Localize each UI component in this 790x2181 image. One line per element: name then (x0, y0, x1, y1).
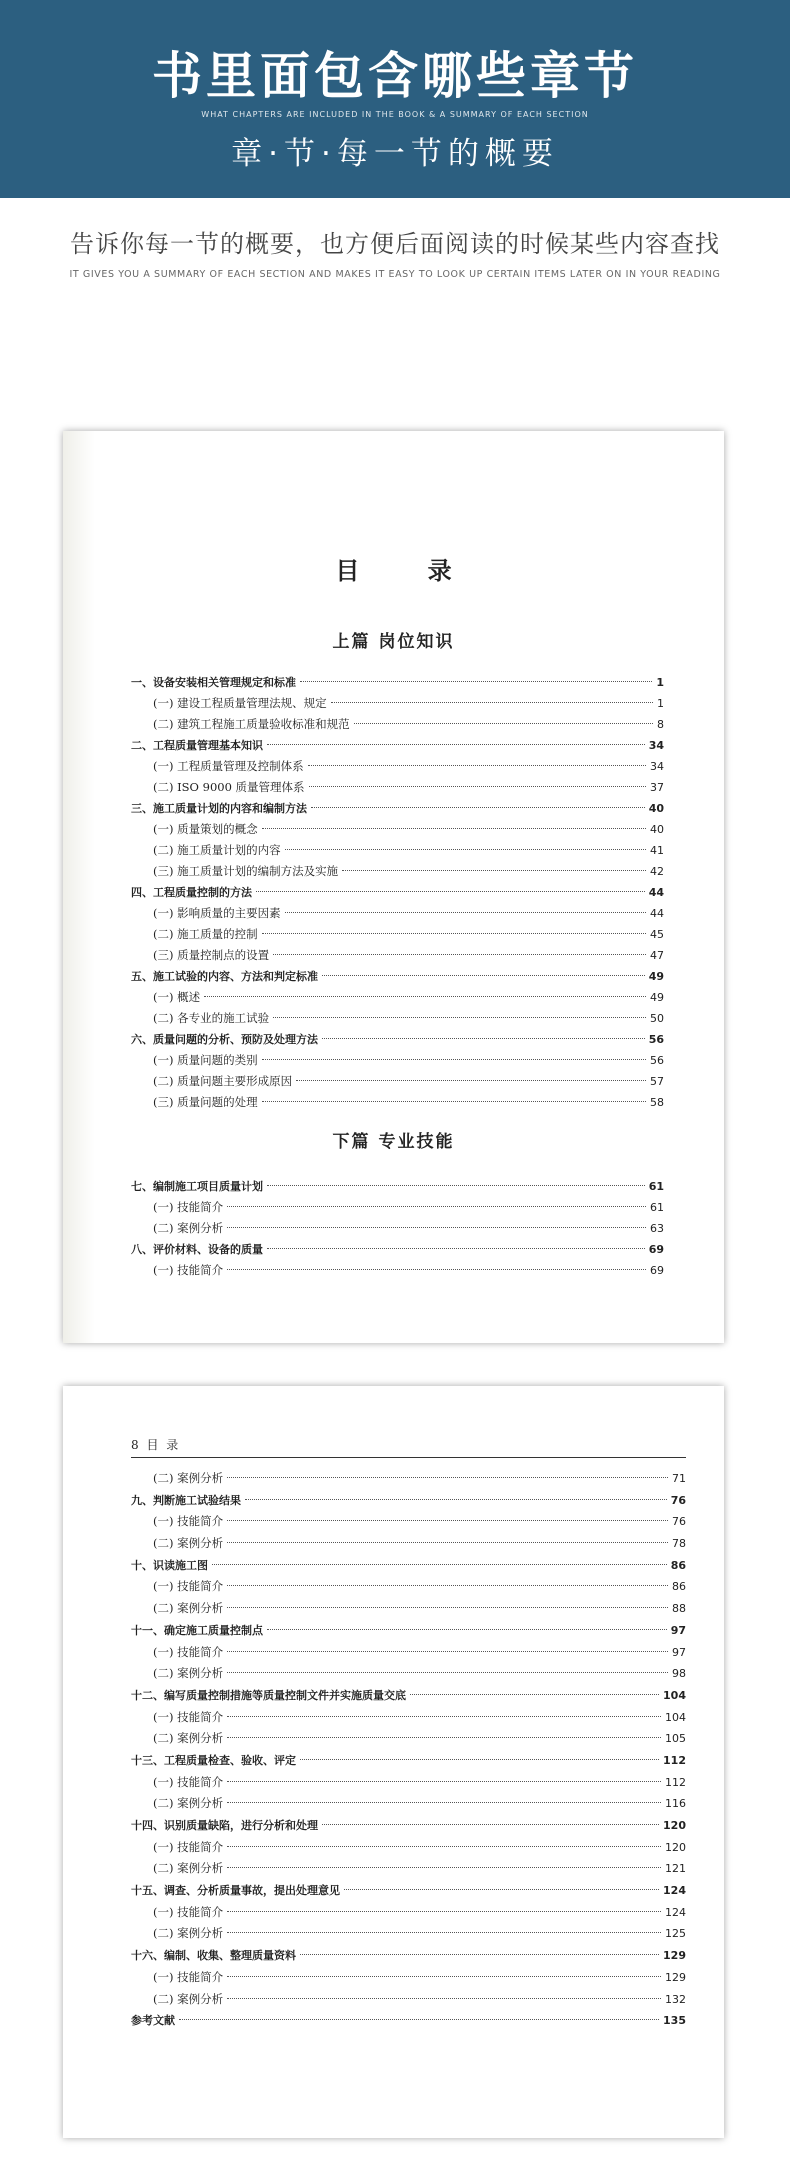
toc-entry (131, 1260, 664, 1281)
toc-entry-title: 九、判断施工试验结果 (131, 1493, 241, 1507)
toc-list-page-2 (131, 1468, 686, 2032)
dot-leader (227, 1781, 661, 1782)
toc-entry (131, 1533, 686, 1555)
toc-entry-page: 49 (650, 991, 664, 1004)
dot-leader (285, 849, 646, 850)
toc-entry-page: 86 (672, 1580, 686, 1594)
toc-entry-title: 十一、确定施工质量控制点 (131, 1623, 263, 1637)
toc-entry (131, 1642, 686, 1664)
banner-title: 书里面包含哪些章节 (152, 47, 638, 105)
dot-leader (267, 744, 645, 745)
dot-leader (262, 1101, 646, 1102)
toc-entry-title: 七、编制施工项目质量计划 (131, 1180, 263, 1193)
dot-leader (267, 1629, 667, 1630)
toc-entry-title: (一) 工程质量管理及控制体系 (153, 759, 304, 773)
toc-entry-title: 一、设备安装相关管理规定和标准 (131, 676, 296, 689)
toc-entry (131, 1858, 686, 1880)
dot-leader (322, 1824, 659, 1825)
toc-entry (131, 945, 664, 966)
dot-leader (354, 723, 653, 724)
toc-list-upper (131, 672, 664, 1113)
toc-entry-page: 34 (650, 760, 664, 773)
toc-entry (131, 1772, 686, 1794)
toc-entry (131, 1576, 686, 1598)
toc-entry (131, 903, 664, 924)
toc-entry (131, 1902, 686, 1924)
toc-entry (131, 1620, 686, 1642)
toc-entry-page: 40 (648, 802, 664, 815)
dot-leader (227, 1976, 661, 1977)
dot-leader (331, 702, 653, 703)
toc-entry-title: (三) 质量控制点的设置 (153, 948, 270, 962)
dot-leader (227, 1932, 661, 1933)
part-lower-title: 下篇 专业技能 (332, 1132, 455, 1152)
toc-entry (131, 1218, 664, 1239)
toc-entry-title: (三) 质量问题的处理 (153, 1095, 258, 1109)
toc-entry-page: 104 (663, 1688, 686, 1702)
dot-leader (342, 870, 646, 871)
dot-leader (344, 1889, 659, 1890)
toc-entry-title: (二) 案例分析 (153, 1991, 224, 2006)
toc-entry-page: 71 (672, 1472, 686, 1485)
toc-entry-page: 63 (650, 1222, 664, 1235)
toc-entry-page: 88 (672, 1602, 686, 1616)
dot-leader (227, 1227, 646, 1228)
toc-entry-page: 56 (650, 1054, 664, 1067)
dot-leader (227, 1998, 661, 1999)
toc-entry (131, 1967, 686, 1989)
toc-entry-page: 1 (657, 697, 664, 710)
intro-chinese: 告诉你每一节的概要，也方便后面阅读的时候某些内容查找 (70, 230, 720, 258)
toc-entry-title: (一) 技能简介 (153, 1839, 224, 1854)
toc-entry (131, 840, 664, 861)
toc-entry-page: 105 (665, 1732, 686, 1746)
toc-entry-page: 98 (672, 1667, 686, 1681)
dot-leader (227, 1585, 668, 1586)
toc-entry-title: (二) 施工质量计划的内容 (153, 843, 281, 857)
toc-entry (131, 987, 664, 1008)
dot-leader (256, 891, 645, 892)
toc-entry (131, 1490, 686, 1512)
dot-leader (245, 1499, 667, 1500)
toc-entry-title: (二) 案例分析 (153, 1796, 224, 1811)
dot-leader (267, 1248, 645, 1249)
toc-entry (131, 1793, 686, 1815)
toc-entry (131, 1685, 686, 1707)
toc-entry-page: 120 (663, 1819, 686, 1832)
toc-entry-page: 57 (650, 1075, 664, 1088)
toc-entry-page: 34 (648, 739, 664, 752)
toc-entry-page: 125 (665, 1927, 686, 1941)
toc-entry-title: (二) 案例分析 (153, 1471, 224, 1485)
toc-entry-page: 61 (650, 1201, 664, 1214)
toc-entry-page: 1 (656, 676, 664, 689)
toc-entry-page: 56 (648, 1033, 664, 1046)
dot-leader (296, 1080, 646, 1081)
toc-entry-title: 十二、编写质量控制措施等质量控制文件并实施质量交底 (131, 1688, 406, 1702)
toc-entry-page: 37 (650, 781, 664, 794)
toc-entry-page: 112 (665, 1775, 686, 1789)
toc-entry (131, 735, 664, 756)
dot-leader (410, 1694, 659, 1695)
dot-leader (262, 1059, 646, 1060)
toc-entry-title: 二、工程质量管理基本知识 (131, 739, 263, 752)
toc-entry (131, 777, 664, 798)
toc-entry-page: 112 (663, 1753, 686, 1767)
dot-leader (300, 1759, 659, 1760)
toc-entry-title: (三) 施工质量计划的编制方法及实施 (153, 864, 339, 878)
dot-leader (309, 786, 646, 787)
toc-entry-page: 58 (650, 1096, 664, 1109)
toc-entry (131, 1239, 664, 1260)
toc-entry (131, 1880, 686, 1902)
toc-entry (131, 1197, 664, 1218)
dot-leader (300, 1954, 659, 1955)
dot-leader (204, 996, 646, 997)
toc-entry-page: 116 (665, 1797, 686, 1811)
toc-entry-title: 十五、调查、分析质量事故，提出处理意见 (131, 1884, 340, 1898)
toc-entry (131, 861, 664, 882)
banner-english-subtitle: WHAT CHAPTERS ARE INCLUDED IN THE BOOK & A SUMMARY OF EACH SECTION (201, 110, 589, 119)
toc-entry (131, 1989, 686, 2011)
dot-leader (227, 1802, 661, 1803)
toc-entry-title: (二) 建筑工程施工质量验收标准和规范 (153, 717, 350, 731)
toc-entry-page: 69 (650, 1264, 664, 1277)
toc-entry (131, 756, 664, 777)
toc-entry-page: 135 (663, 2014, 686, 2028)
toc-entry (131, 1176, 664, 1197)
banner-subtitle: 章·节·每一节的概要 (231, 136, 559, 172)
dot-leader (227, 1846, 661, 1847)
toc-entry-title: 三、施工质量计划的内容和编制方法 (131, 802, 307, 815)
toc-entry-title: (二) 案例分析 (153, 1666, 224, 1681)
toc-entry-title: (二) 案例分析 (153, 1926, 224, 1941)
dot-leader (227, 1911, 661, 1912)
part-upper-title: 上篇 岗位知识 (332, 632, 455, 652)
toc-entry-page: 69 (648, 1243, 664, 1256)
toc-entry-title: (二) 案例分析 (153, 1861, 224, 1876)
toc-entry-page: 42 (650, 865, 664, 878)
toc-entry-page: 120 (665, 1840, 686, 1854)
toc-entry-page: 121 (665, 1862, 686, 1876)
toc-entry (131, 924, 664, 945)
toc-entry (131, 1071, 664, 1092)
toc-entry (131, 1092, 664, 1113)
toc-entry-page: 47 (650, 949, 664, 962)
toc-entry-page: 132 (665, 1992, 686, 2006)
toc-entry (131, 882, 664, 903)
toc-page-2 (63, 1386, 724, 2138)
toc-list-lower (131, 1176, 664, 1281)
toc-entry-page: 45 (650, 928, 664, 941)
toc-entry-page: 61 (648, 1180, 664, 1193)
dot-leader (311, 807, 645, 808)
toc-entry (131, 1815, 686, 1837)
toc-entry-page: 124 (665, 1905, 686, 1919)
toc-entry (131, 714, 664, 735)
toc-entry-title: (二) 案例分析 (153, 1221, 224, 1235)
toc-entry (131, 1923, 686, 1945)
dot-leader (285, 912, 646, 913)
toc-entry (131, 1050, 664, 1071)
dot-leader (227, 1737, 661, 1738)
dot-leader (227, 1716, 661, 1717)
toc-entry-title: (一) 建设工程质量管理法规、规定 (153, 696, 327, 710)
toc-entry-page: 78 (672, 1537, 686, 1551)
dot-leader (308, 765, 646, 766)
toc-entry (131, 966, 664, 987)
header-banner (0, 0, 790, 198)
toc-entry (131, 1555, 686, 1577)
toc-entry-title: (一) 技能简介 (153, 1969, 224, 1984)
dot-leader (227, 1477, 668, 1478)
toc-entry-page: 124 (663, 1884, 686, 1898)
toc-entry-title: 十四、识别质量缺陷，进行分析和处理 (131, 1819, 318, 1832)
toc-entry (131, 693, 664, 714)
toc-entry-title: 十三、工程质量检查、验收、评定 (131, 1753, 296, 1767)
dot-leader (227, 1651, 668, 1652)
toc-entry (131, 798, 664, 819)
dot-leader (322, 1038, 645, 1039)
toc-entry-title: (一) 技能简介 (153, 1263, 224, 1277)
toc-entry-page: 97 (670, 1623, 686, 1637)
dot-leader (227, 1867, 661, 1868)
toc-entry-page: 86 (670, 1558, 686, 1572)
dot-leader (227, 1206, 646, 1207)
toc-entry-page: 97 (672, 1645, 686, 1659)
intro-english: IT GIVES YOU A SUMMARY OF EACH SECTION AND MAKES IT EASY TO LOOK UP CERTAIN ITEMS LATER ON IN YOUR READING (69, 269, 721, 280)
toc-entry (131, 1029, 664, 1050)
toc-entry-title: (二) 案例分析 (153, 1731, 224, 1746)
toc-entry (131, 1750, 686, 1772)
toc-entry (131, 2010, 686, 2032)
toc-entry (131, 1511, 686, 1533)
toc-entry-title: (二) 施工质量的控制 (153, 927, 258, 941)
toc-entry (131, 1008, 664, 1029)
toc-page-1 (63, 431, 724, 1343)
toc-entry-title: (一) 技能简介 (153, 1644, 224, 1659)
dot-leader (322, 975, 645, 976)
toc-entry-title: (一) 质量问题的类别 (153, 1053, 258, 1067)
dot-leader (227, 1520, 668, 1521)
toc-entry (131, 1468, 686, 1490)
toc-entry (131, 819, 664, 840)
toc-entry-page: 76 (672, 1515, 686, 1529)
toc-entry-title: (一) 技能简介 (153, 1514, 224, 1529)
toc-entry-title: 十、识读施工图 (131, 1558, 208, 1572)
toc-entry (131, 1837, 686, 1859)
toc-entry-title: (一) 技能简介 (153, 1200, 224, 1214)
toc-entry-title: (一) 影响质量的主要因素 (153, 906, 281, 920)
toc-entry-page: 49 (648, 970, 664, 983)
toc-entry-page: 129 (663, 1949, 686, 1963)
toc-entry-title: (一) 技能简介 (153, 1904, 224, 1919)
running-head: 8 目 录 (131, 1436, 686, 1458)
toc-entry-title: 十六、编制、收集、整理质量资料 (131, 1949, 296, 1963)
toc-entry-title: (二) 案例分析 (153, 1536, 224, 1551)
toc-entry (131, 672, 664, 693)
dot-leader (227, 1607, 668, 1608)
dot-leader (300, 681, 652, 682)
toc-entry-title: (二) 各专业的施工试验 (153, 1011, 270, 1025)
toc-entry-title: (二) 质量问题主要形成原因 (153, 1074, 293, 1088)
toc-entry-page: 40 (650, 823, 664, 836)
dot-leader (273, 1017, 646, 1018)
toc-entry-title: 参考文献 (131, 2014, 175, 2028)
dot-leader (267, 1185, 645, 1186)
toc-entry-page: 41 (650, 844, 664, 857)
toc-title: 目 录 (335, 556, 482, 585)
toc-entry-page: 50 (650, 1012, 664, 1025)
toc-entry-page: 129 (665, 1970, 686, 1984)
toc-entry-page: 8 (657, 718, 664, 731)
dot-leader (262, 933, 646, 934)
toc-entry (131, 1707, 686, 1729)
toc-entry-page: 44 (650, 907, 664, 920)
toc-entry-page: 104 (665, 1710, 686, 1724)
toc-entry-page: 76 (670, 1493, 686, 1507)
toc-entry (131, 1728, 686, 1750)
toc-entry-title: (二) ISO 9000 质量管理体系 (153, 780, 305, 794)
toc-entry-title: 六、质量问题的分析、预防及处理方法 (131, 1033, 318, 1046)
toc-entry-title: 四、工程质量控制的方法 (131, 886, 252, 899)
toc-entry-title: (一) 概述 (153, 990, 201, 1004)
toc-entry-title: (一) 技能简介 (153, 1774, 224, 1789)
toc-entry (131, 1945, 686, 1967)
dot-leader (179, 2019, 659, 2020)
toc-entry-title: (一) 技能简介 (153, 1579, 224, 1594)
toc-entry-title: (一) 技能简介 (153, 1709, 224, 1724)
toc-entry-page: 44 (648, 886, 664, 899)
toc-entry-title: 五、施工试验的内容、方法和判定标准 (131, 970, 318, 983)
dot-leader (212, 1564, 667, 1565)
toc-entry (131, 1663, 686, 1685)
toc-entry-title: 八、评价材料、设备的质量 (131, 1243, 263, 1256)
dot-leader (262, 828, 646, 829)
dot-leader (227, 1542, 668, 1543)
dot-leader (227, 1269, 646, 1270)
toc-entry-title: (一) 质量策划的概念 (153, 822, 258, 836)
dot-leader (227, 1672, 668, 1673)
toc-entry (131, 1598, 686, 1620)
dot-leader (273, 954, 646, 955)
toc-entry-title: (二) 案例分析 (153, 1601, 224, 1616)
